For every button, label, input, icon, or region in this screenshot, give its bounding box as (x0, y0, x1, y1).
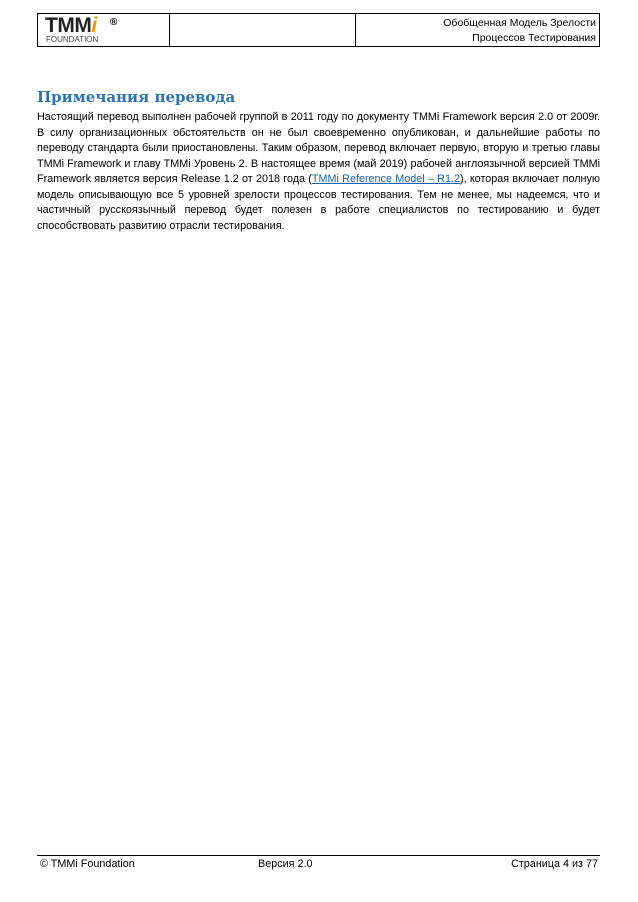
paragraph-text-2: ), которая включает полную модель описывающую все 5 уровней зрелости процессов тестирования. Тем не менее, мы надеемся, что и частичный русскоязычный перевод будет полезен в работе специалистов по тестированию и будет способствовать развитию отрасли тестирования. (37, 173, 600, 232)
header-title (356, 14, 599, 46)
tmmi-logo: TMMi (45, 14, 97, 37)
logo-cell (38, 14, 170, 46)
header-title-line2: Процессов Тестирования (472, 32, 596, 44)
footer-version: Версия 2.0 (258, 858, 313, 870)
reference-model-link[interactable]: TMMi Reference Model – R1.2 (311, 173, 460, 185)
logo-foundation-text: FOUNDATION (46, 35, 99, 44)
paragraph-text-1: Настоящий перевод выполнен рабочей группой в 2011 году по документу TMMi Framework версия 2.0 от 2009г. В силу организационных обстоятельств он не был своевременно опубликован, и дальнейшие работы по переводу стандарта были приостановлены. Таким образом, перевод включает первую, вторую и третью главы TMMi Framework и главу TMMi Уровень 2. В настоящее время (май 2019) рабочей англоязычной версией TMMi Framework является версия Release 1.2 от 2018 года ( (37, 111, 600, 185)
registered-mark: ® (110, 17, 118, 28)
page-header (37, 13, 600, 47)
translation-notes-paragraph (37, 110, 600, 234)
footer-page-number: Страница 4 из 77 (511, 858, 598, 870)
header-blank-cell (170, 14, 356, 46)
header-title-line1: Обобщенная Модель Зрелости (443, 17, 596, 29)
footer-divider (37, 855, 600, 856)
footer-copyright: © TMMi Foundation (40, 858, 135, 870)
section-title: Примечания перевода (37, 88, 236, 106)
